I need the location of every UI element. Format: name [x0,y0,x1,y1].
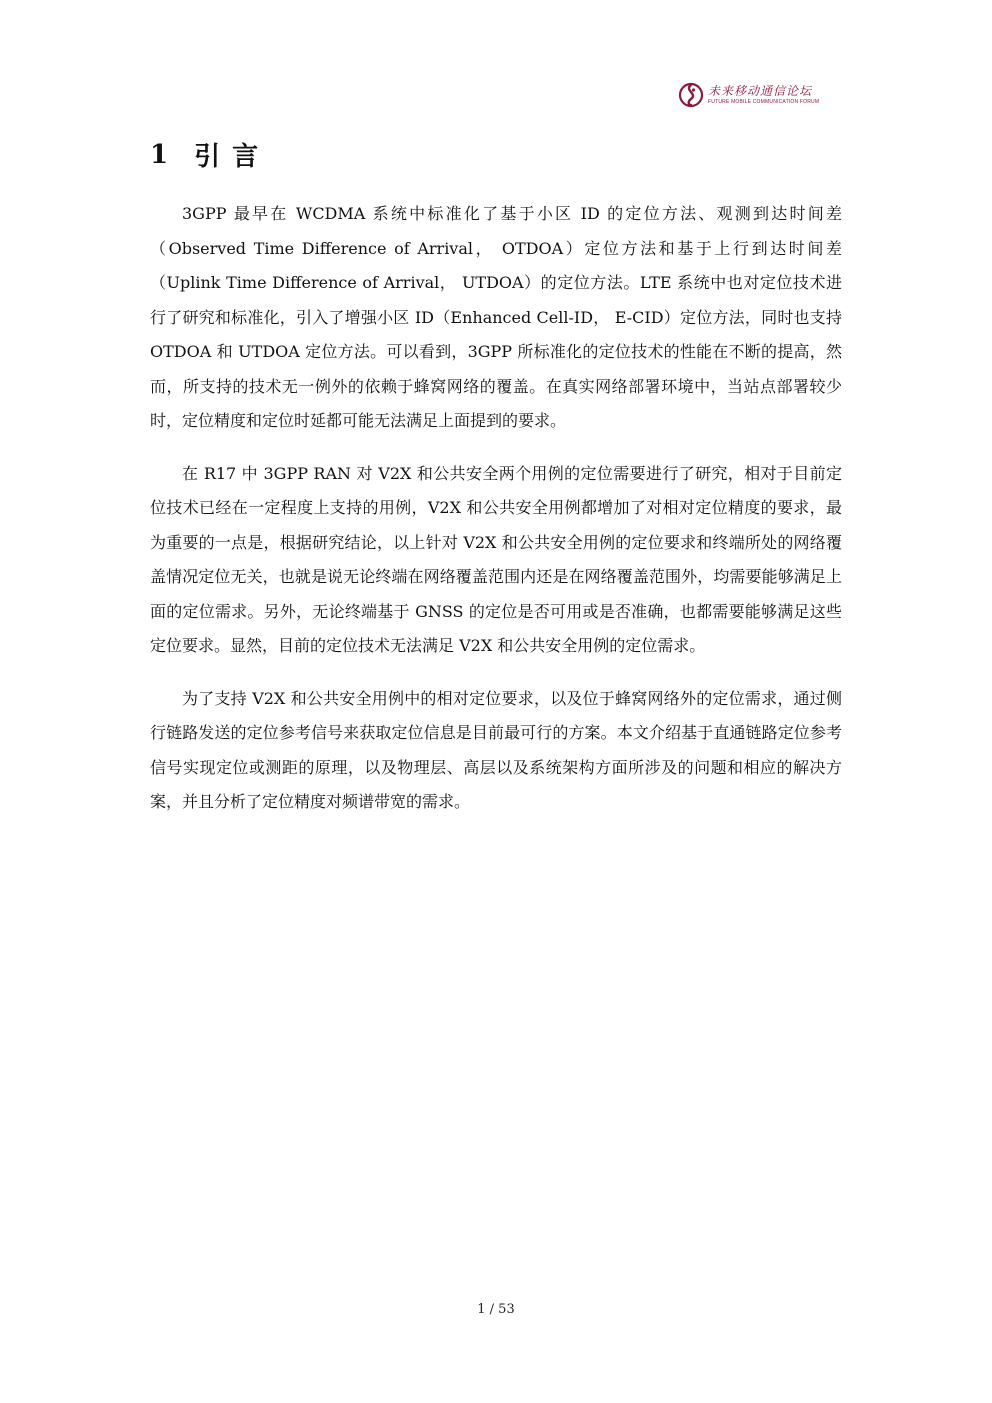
logo-en-text: FUTURE MOBILE COMMUNICATION FORUM [708,99,820,105]
paragraph-1: 3GPP 最早在 WCDMA 系统中标准化了基于小区 ID 的定位方法、观测到达时间差（Observed Time Difference of Arrival， OTDOA）定位方法和基于上行到达时间差（Uplink Time Difference of Arrival， UTDOA）的定位方法。LTE 系统中也对定位技术进行了研究和标准化，引入了增强小区 ID（Enhanced Cell-ID， E-CID）定位方法，同时也支持 OTDOA 和 UTDOA 定位方法。可以看到，3GPP 所标准化的定位技术的性能在不断的提高，然而，所支持的技术无一例外的依赖于蜂窝网络的覆盖。在真实网络部署环境中，当站点部署较少时，定位精度和定位时延都可能无法满足上面提到的要求。 [150,204,842,430]
section-title: 引言 [194,142,271,172]
forum-logo-icon [678,82,704,108]
logo-cn-text: 未来移动通信论坛 [708,84,813,98]
section-number: 1 [150,139,169,170]
header-logo [678,80,848,110]
section-heading [150,136,270,173]
paragraph-3: 为了支持 V2X 和公共安全用例中的相对定位要求，以及位于蜂窝网络外的定位需求，通过侧行链路发送的定位参考信号来获取定位信息是目前最可行的方案。本文介绍基于直通链路定位参考信号实现定位或测距的原理，以及物理层、高层以及系统架构方面所涉及的问题和相应的解决方案，并且分析了定位精度对频谱带宽的需求。 [150,688,842,811]
logo-text [708,85,819,105]
body-content [150,197,842,838]
page-number: 1 / 53 [477,1302,515,1317]
paragraph-2: 在 R17 中 3GPP RAN 对 V2X 和公共安全两个用例的定位需要进行了研究，相对于目前定位技术已经在一定程度上支持的用例，V2X 和公共安全用例都增加了对相对定位精度的要求，最为重要的一点是，根据研究结论，以上针对 V2X 和公共安全用例的定位要求和终端所处的网络覆盖情况定位无关，也就是说无论终端在网络覆盖范围内还是在网络覆盖范围外，均需要能够满足上面的定位需求。另外，无论终端基于 GNSS 的定位是否可用或是否准确，也都需要能够满足这些定位要求。显然，目前的定位技术无法满足 V2X 和公共安全用例的定位需求。 [150,463,842,655]
